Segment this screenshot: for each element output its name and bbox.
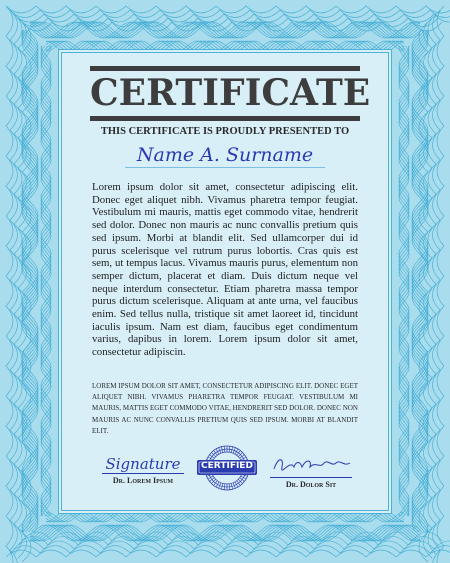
- recipient-name: Name A. Surname: [136, 144, 314, 166]
- signatory-name-right: Dr. Dolor Sit: [285, 480, 337, 489]
- signature-block-right: [266, 455, 356, 489]
- seal-label: CERTIFIED: [201, 461, 253, 471]
- title-rule-top: [90, 66, 360, 71]
- certificate-fine-print: LOREM IPSUM DOLOR SIT AMET, CONSECTETUR ADIPISCING ELIT. DONEC EGET ALIQUET NIBH. VIVAMUS PHARETRA TEMPOR FEUGIAT. VESTIBULUM MI MAURIS, MATTIS EGET COMMODO VITAE, HENDRERIT SED DOLOR. DONEC NON MAURIS AC NUNC CONVALLIS PRETIUM QUIS SED IPSUM. MORBI AT BLANDIT ELIT.: [92, 382, 358, 435]
- title-rule-bottom: [90, 116, 360, 121]
- certificate-subtitle: THIS CERTIFICATE IS PROUDLY PRESENTED TO: [100, 126, 350, 137]
- signatory-name-left: Dr. Lorem Ipsum: [112, 476, 174, 485]
- title-block: [90, 66, 371, 122]
- certificate-title: CERTIFICATE: [90, 72, 371, 114]
- signature-script-left: Signature: [105, 455, 181, 473]
- signature-block-left: [98, 455, 188, 485]
- signature-line-right: [270, 477, 352, 478]
- certificate-body: Lorem ipsum dolor sit amet, consectetur adipiscing elit. Donec eget aliquet nibh. Vivamus pharetra tempor feugiat. Vestibulum mi mauris, mattis eget commodo vitae, hendrerit sed dolor. Donec non mauris ac nunc convallis pretium quis sed ipsum. Morbi at blandit elit. Sed ullamcorper dui id purus scelerisque vel rutrum purus lobortis. Cras quis est sem, ut tempus lacus. Vivamus mauris purus, elementum non semper dictum, placerat et diam. Duis dictum neque vel neque interdum consectetur. Etiam pharetra massa tempor purus dictum scelerisque. Aliquam at ante urna, vel faucibus enim. Sed tellus nulla, tristique sit amet laoreet id, tincidunt iaculis ipsum. Nam est diam, faucibus eget condimentum varius, dapibus in lorem. Lorem ipsum dolor sit amet, consectetur adipiscin.: [92, 181, 358, 359]
- seal-label-container: [196, 444, 258, 492]
- signature-line-left: [102, 473, 184, 474]
- signature-scribble-right: [266, 455, 356, 473]
- recipient-name-underline: [125, 167, 325, 168]
